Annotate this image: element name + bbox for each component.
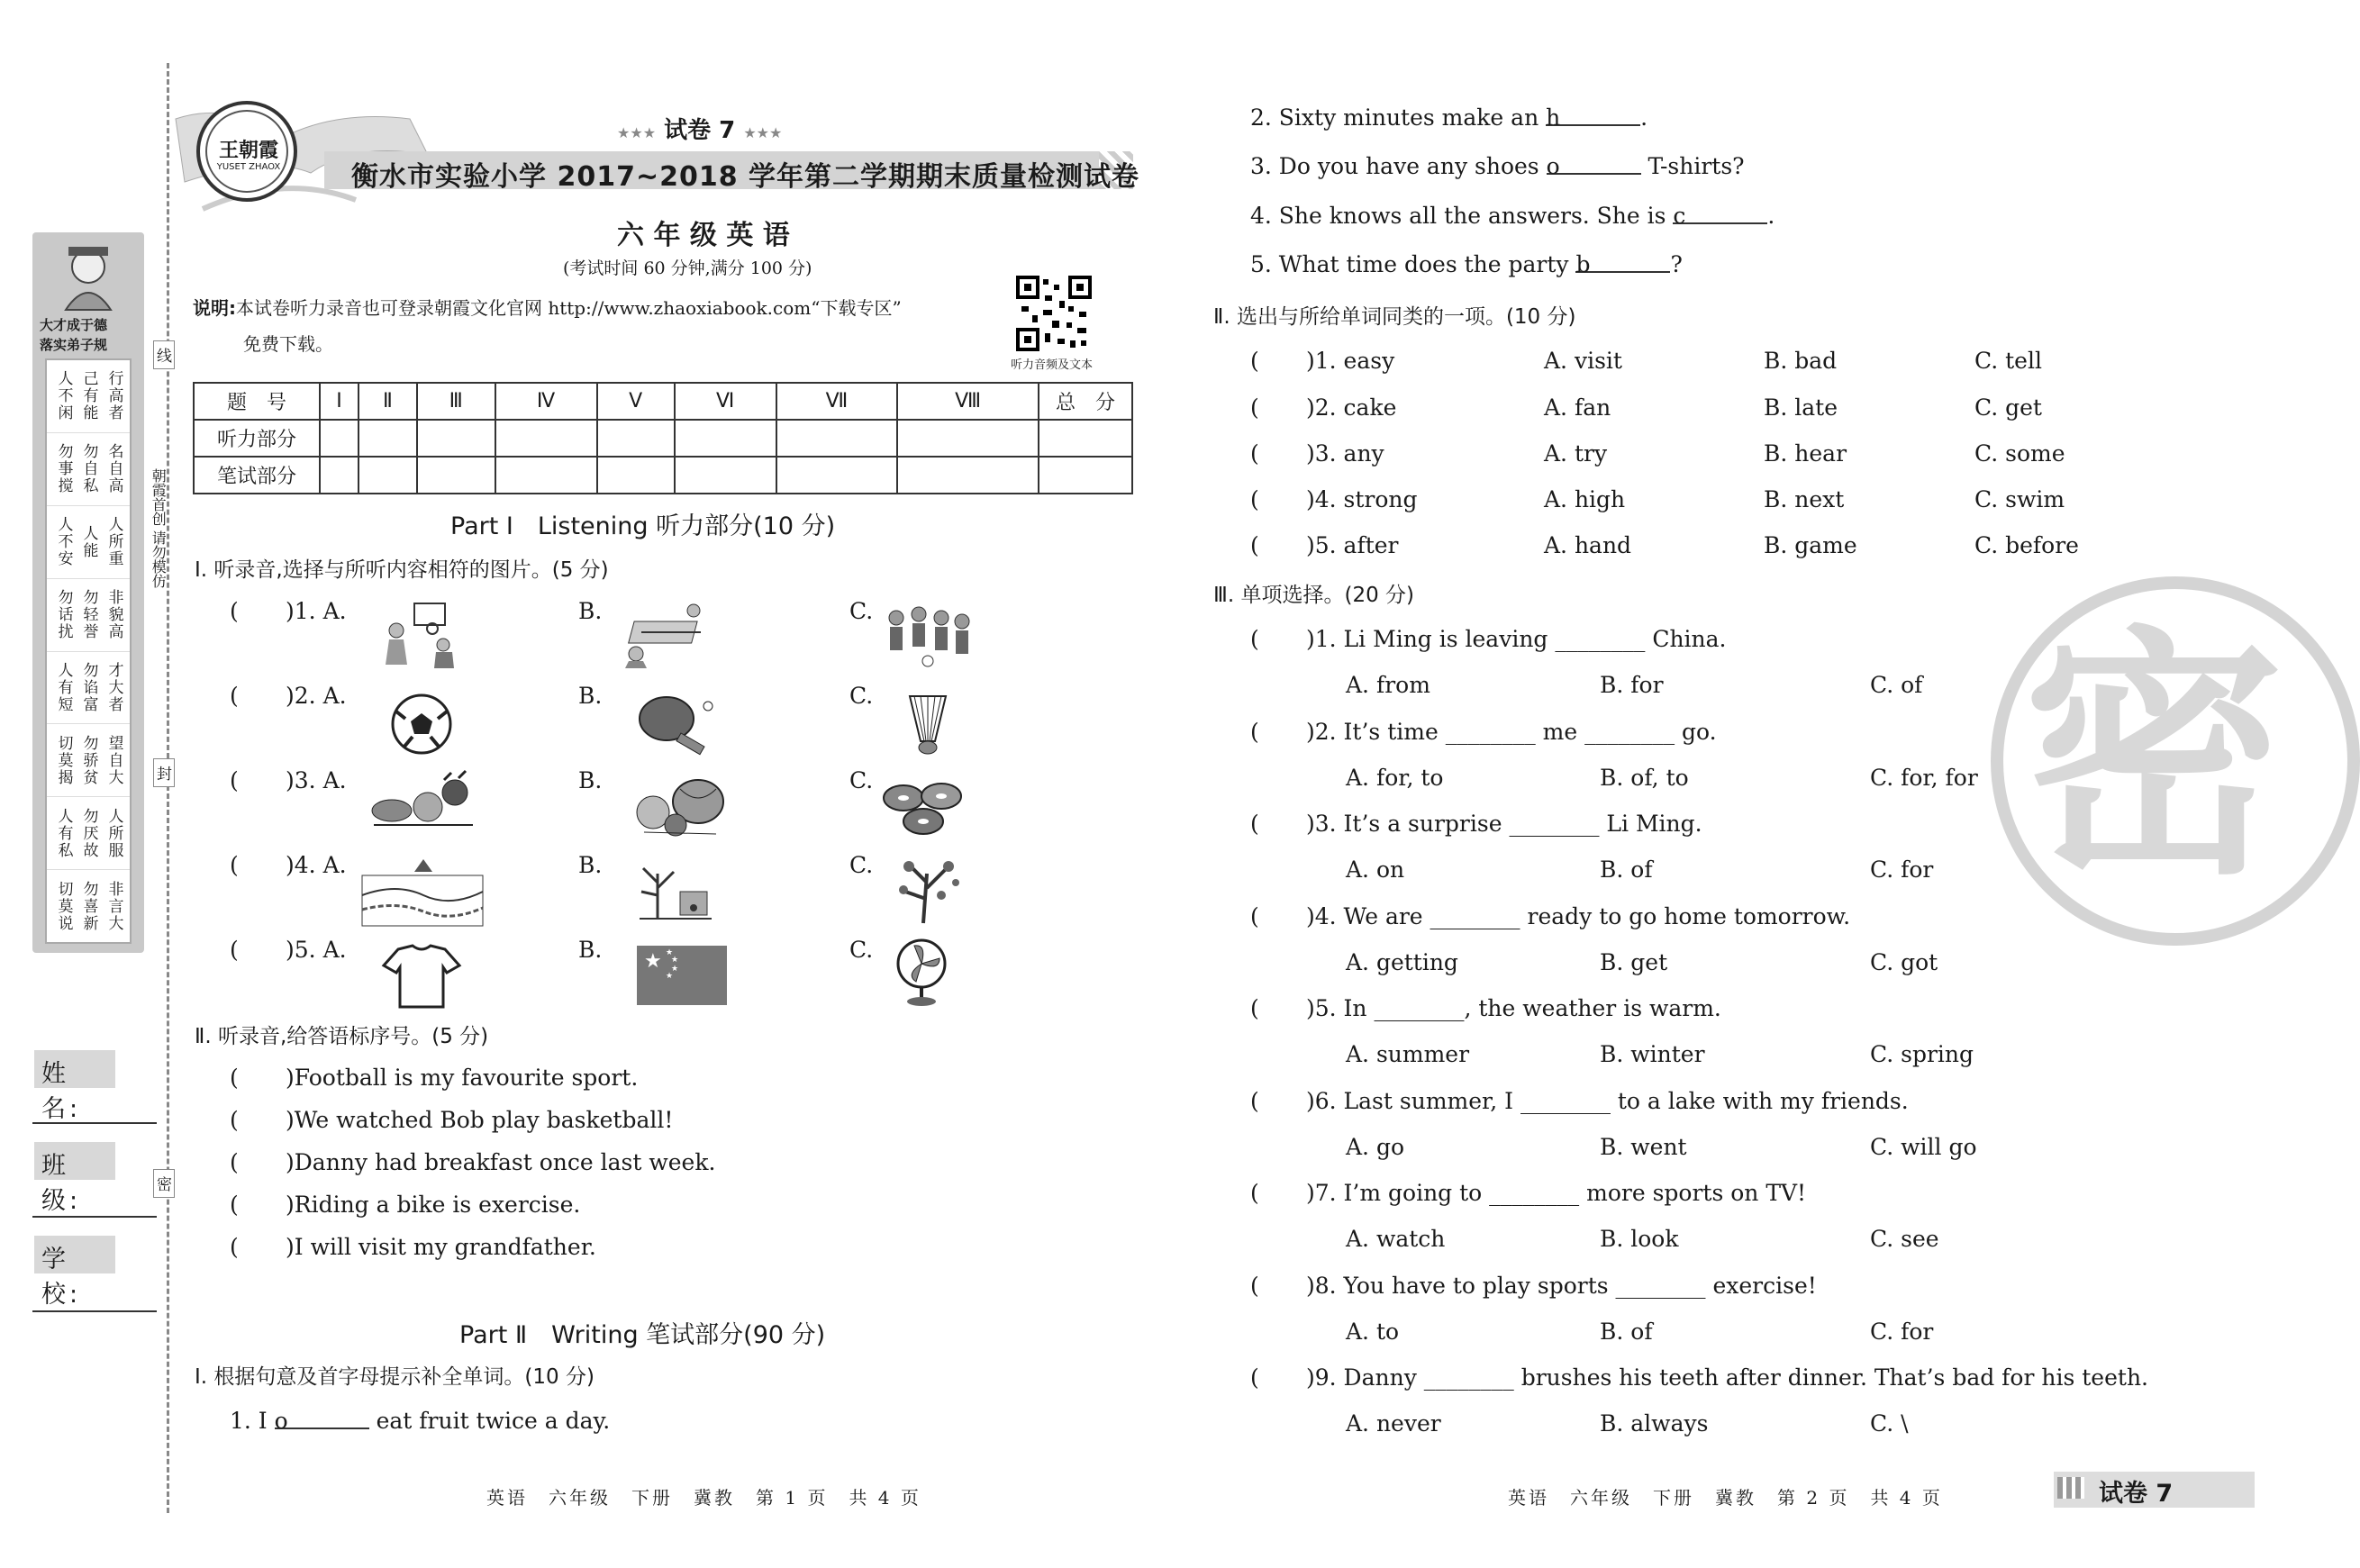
pic-option-b: B. bbox=[578, 937, 603, 963]
mc-question: ( )9. Danny ________ brushes his teeth after dinner. That’s bad for his teeth. bbox=[1250, 1364, 2148, 1391]
word-fill-item: 4. She knows all the answers. She is c . bbox=[1250, 203, 1775, 229]
word-blank[interactable]: c bbox=[1673, 203, 1767, 224]
option-b[interactable]: B. game bbox=[1764, 532, 1857, 558]
pic-question: ( )4. A. bbox=[230, 852, 347, 878]
option-c[interactable]: C. some bbox=[1974, 440, 2065, 467]
electric-fan-icon[interactable] bbox=[887, 937, 977, 1004]
score-header-cell: Ⅳ bbox=[495, 383, 597, 420]
category-item: ( )5. after bbox=[1250, 532, 1399, 558]
score-cell[interactable] bbox=[776, 420, 898, 457]
option-c[interactable]: C. for bbox=[1870, 857, 1934, 883]
ping-pong-paddle-icon[interactable] bbox=[631, 692, 721, 759]
logo-text: 王朝霞 bbox=[218, 140, 278, 162]
score-header-cell: Ⅴ bbox=[597, 383, 675, 420]
option-c[interactable]: C. got bbox=[1870, 949, 1938, 975]
stars-right: ★★★ bbox=[743, 124, 783, 141]
option-c[interactable]: C. for, for bbox=[1870, 765, 1978, 791]
qr-code-icon bbox=[1016, 276, 1092, 351]
option-b[interactable]: B. of, to bbox=[1600, 765, 1689, 791]
score-table bbox=[193, 382, 1133, 494]
option-a[interactable]: A. getting bbox=[1346, 949, 1458, 975]
motto-top-2: 落实弟子规 bbox=[40, 337, 108, 353]
option-c[interactable]: C. of bbox=[1870, 672, 1923, 698]
publisher-logo bbox=[196, 101, 297, 202]
svg-text:★: ★ bbox=[671, 965, 679, 974]
pic-question: ( )2. A. bbox=[230, 683, 347, 709]
pic-option-c: C. bbox=[849, 767, 874, 793]
response-item: ( )I will visit my grandfather. bbox=[230, 1234, 596, 1260]
mc-question: ( )4. We are ________ ready to go home tomorrow. bbox=[1250, 903, 1851, 929]
name-field[interactable] bbox=[32, 1122, 157, 1124]
word-blank[interactable]: o bbox=[275, 1408, 369, 1429]
footer-badge: 试卷 7 bbox=[2099, 1480, 2174, 1508]
category-item: ( )4. strong bbox=[1250, 486, 1418, 512]
motto-panel bbox=[32, 232, 144, 953]
binding-copyright: 朝霞首创 请勿模仿 bbox=[150, 468, 168, 589]
response-item: ( )Riding a bike is exercise. bbox=[230, 1192, 581, 1218]
motto-row: 勿话扰 勿轻誉 非貌高 bbox=[47, 579, 130, 652]
pic-question: ( )5. A. bbox=[230, 937, 347, 963]
binding-mark-seal: 封 bbox=[153, 758, 175, 787]
part2-s2-title: Ⅱ. 选出与所给单词同类的一项。(10 分) bbox=[1213, 305, 1576, 329]
option-a[interactable]: A. summer bbox=[1346, 1041, 1470, 1067]
pic-question: ( )3. A. bbox=[230, 767, 347, 793]
footer-badge-pattern bbox=[2057, 1477, 2084, 1499]
football-icon[interactable] bbox=[378, 692, 468, 759]
score-cell[interactable] bbox=[1039, 457, 1132, 494]
river-landscape-icon[interactable] bbox=[360, 856, 486, 928]
word-fill-item: 3. Do you have any shoes o T-shirts? bbox=[1250, 153, 1745, 179]
mc-question: ( )5. In ________, the weather is warm. bbox=[1250, 995, 1721, 1021]
score-header-cell: Ⅵ bbox=[675, 383, 776, 420]
pic-option-c: C. bbox=[849, 937, 874, 963]
china-flag-icon[interactable] bbox=[635, 942, 729, 1010]
score-header-cell: Ⅰ bbox=[320, 383, 359, 420]
pic-option-b: B. bbox=[578, 767, 603, 793]
score-cell[interactable] bbox=[675, 420, 776, 457]
vegetables-icon[interactable] bbox=[365, 771, 482, 838]
motto-rows bbox=[45, 358, 132, 944]
motto-top: 大才成于德 bbox=[40, 317, 108, 333]
response-item: ( )We watched Bob play basketball! bbox=[230, 1107, 674, 1133]
option-a[interactable]: A. on bbox=[1346, 857, 1405, 883]
fruits-icon[interactable] bbox=[626, 771, 730, 838]
mc-question: ( )6. Last summer, I ________ to a lake with my friends. bbox=[1250, 1088, 1909, 1114]
option-a[interactable]: A. go bbox=[1346, 1134, 1405, 1160]
option-a[interactable]: A. watch bbox=[1346, 1226, 1446, 1252]
word-blank[interactable]: o bbox=[1547, 153, 1641, 175]
option-c[interactable]: C. \ bbox=[1870, 1410, 1909, 1437]
part1-s2-title: Ⅱ. 听录音,给答语标序号。(5 分) bbox=[195, 1025, 489, 1048]
score-cell[interactable] bbox=[897, 420, 1039, 457]
score-row-label: 笔试部分 bbox=[194, 457, 320, 494]
children-playing-icon[interactable] bbox=[883, 602, 973, 669]
option-c[interactable]: C. swim bbox=[1974, 486, 2065, 512]
option-a[interactable]: A. fan bbox=[1544, 394, 1611, 421]
subject-title: 六 年 级 英 语 bbox=[617, 220, 790, 251]
binding-dashed-line bbox=[167, 63, 169, 1513]
mc-question: ( )2. It’s time ________ me ________ go. bbox=[1250, 719, 1717, 745]
option-b[interactable]: B. for bbox=[1600, 672, 1664, 698]
option-c[interactable]: C. before bbox=[1974, 532, 2079, 558]
pic-option-b: B. bbox=[578, 598, 603, 624]
stars-left: ★★★ bbox=[617, 124, 657, 141]
score-cell[interactable] bbox=[495, 420, 597, 457]
binding-mark-secret: 密 bbox=[153, 1169, 175, 1198]
svg-text:★: ★ bbox=[644, 950, 662, 973]
score-header-cell: 总 分 bbox=[1039, 383, 1132, 420]
score-cell[interactable] bbox=[597, 457, 675, 494]
option-c[interactable]: C. will go bbox=[1870, 1134, 1977, 1160]
score-header-cell: Ⅲ bbox=[417, 383, 495, 420]
school-field[interactable] bbox=[32, 1310, 157, 1312]
option-a[interactable]: A. from bbox=[1346, 672, 1430, 698]
option-b[interactable]: B. always bbox=[1600, 1410, 1709, 1437]
exam-info: (考试时间 60 分钟,满分 100 分) bbox=[563, 258, 812, 278]
word-blank[interactable]: h bbox=[1546, 104, 1640, 126]
word-fill-item: 5. What time does the party b ? bbox=[1250, 251, 1683, 277]
score-cell[interactable] bbox=[897, 457, 1039, 494]
option-c[interactable]: C. for bbox=[1870, 1319, 1934, 1345]
donuts-icon[interactable] bbox=[878, 771, 968, 838]
option-b[interactable]: B. went bbox=[1600, 1134, 1687, 1160]
option-b[interactable]: B. winter bbox=[1600, 1041, 1705, 1067]
shuttlecock-icon[interactable] bbox=[892, 692, 982, 759]
svg-text:★: ★ bbox=[666, 948, 674, 957]
option-c[interactable]: C. tell bbox=[1974, 348, 2042, 374]
class-field[interactable] bbox=[32, 1216, 157, 1218]
watermark-seal bbox=[1991, 576, 2284, 946]
part1-title: Part Ⅰ Listening 听力部分(10 分) bbox=[450, 512, 836, 540]
mc-question: ( )3. It’s a surprise ________ Li Ming. bbox=[1250, 811, 1702, 837]
option-c[interactable]: C. get bbox=[1974, 394, 2042, 421]
score-cell[interactable] bbox=[359, 420, 417, 457]
pic-option-b: B. bbox=[578, 683, 603, 709]
watermark-text: 密 bbox=[2023, 606, 2284, 910]
footer-right: 英语 六年级 下册 冀教 第 2 页 共 4 页 bbox=[1508, 1487, 1943, 1509]
basketball-players-icon[interactable] bbox=[378, 602, 468, 669]
mc-question: ( )1. Li Ming is leaving ________ China. bbox=[1250, 626, 1727, 652]
option-b[interactable]: B. next bbox=[1764, 486, 1845, 512]
score-header-cell: Ⅶ bbox=[776, 383, 898, 420]
part2-s3-title: Ⅲ. 单项选择。(20 分) bbox=[1213, 584, 1415, 607]
motto-row: 切莫说 勿喜新 非言大 bbox=[54, 880, 123, 932]
motto-row: 勿事搅 勿自私 名自高 bbox=[47, 433, 130, 506]
motto-row: 人不闲 己有能 行高者 bbox=[47, 360, 130, 433]
note-text-2: 免费下载。 bbox=[243, 333, 333, 355]
exam-title: 衡水市实验小学 2017~2018 学年第二学期期末质量检测试卷 bbox=[351, 161, 1140, 193]
response-item: ( )Football is my favourite sport. bbox=[230, 1065, 639, 1091]
option-a[interactable]: A. to bbox=[1346, 1319, 1400, 1345]
score-cell[interactable] bbox=[495, 457, 597, 494]
option-a[interactable]: A. high bbox=[1544, 486, 1626, 512]
t-shirt-icon[interactable] bbox=[378, 944, 468, 1011]
score-cell[interactable] bbox=[359, 457, 417, 494]
part2-title: Part Ⅱ Writing 笔试部分(90 分) bbox=[459, 1321, 826, 1349]
pic-option-b: B. bbox=[578, 852, 603, 878]
pic-option-c: C. bbox=[849, 852, 874, 878]
option-a[interactable]: A. never bbox=[1346, 1410, 1441, 1437]
option-b[interactable]: B. bad bbox=[1764, 348, 1838, 374]
part2-s1-title: Ⅰ. 根据句意及首字母提示补全单词。(10 分) bbox=[195, 1365, 595, 1389]
motto-row: 人不安 人能 人所重 bbox=[47, 506, 130, 579]
score-cell[interactable] bbox=[417, 457, 495, 494]
score-cell[interactable] bbox=[776, 457, 898, 494]
winter-scene-icon[interactable] bbox=[631, 856, 721, 923]
category-item: ( )3. any bbox=[1250, 440, 1384, 467]
option-a[interactable]: A. hand bbox=[1544, 532, 1632, 558]
option-c[interactable]: C. spring bbox=[1870, 1041, 1974, 1067]
score-cell[interactable] bbox=[320, 457, 359, 494]
logo-subtext: YUSET ZHAOX bbox=[216, 162, 281, 172]
word-fill-item: 2. Sixty minutes make an h . bbox=[1250, 104, 1648, 131]
category-item: ( )2. cake bbox=[1250, 394, 1397, 421]
pic-option-c: C. bbox=[849, 598, 874, 624]
option-a[interactable]: A. try bbox=[1544, 440, 1608, 467]
option-b[interactable]: B. of bbox=[1600, 857, 1653, 883]
class-label: 班 级: bbox=[34, 1142, 115, 1180]
mc-question: ( )7. I’m going to ________ more sports on TV! bbox=[1250, 1180, 1807, 1206]
score-cell[interactable] bbox=[675, 457, 776, 494]
svg-text:★: ★ bbox=[671, 956, 679, 965]
motto-row: 人有短 勿谄富 才大者 bbox=[47, 652, 130, 725]
option-b[interactable]: B. late bbox=[1764, 394, 1838, 421]
category-item: ( )1. easy bbox=[1250, 348, 1395, 374]
score-row-label: 听力部分 bbox=[194, 420, 320, 457]
score-cell[interactable] bbox=[417, 420, 495, 457]
option-c[interactable]: C. see bbox=[1870, 1226, 1939, 1252]
option-b[interactable]: B. look bbox=[1600, 1226, 1679, 1252]
mc-question: ( )8. You have to play sports ________ exercise! bbox=[1250, 1273, 1817, 1299]
note-label: 说明: bbox=[193, 297, 236, 319]
name-label: 姓 名: bbox=[34, 1050, 115, 1088]
motto-row: 切莫揭 勿骄贫 望自大 bbox=[47, 724, 130, 797]
score-cell[interactable] bbox=[597, 420, 675, 457]
note-text: 本试卷听力录音也可登录朝霞文化官网 http://www.zhaoxiabook.com“下载专区” bbox=[236, 297, 902, 319]
response-item: ( )Danny had breakfast once last week. bbox=[230, 1149, 716, 1175]
table-tennis-game-icon[interactable] bbox=[622, 602, 712, 669]
option-a[interactable]: A. visit bbox=[1544, 348, 1622, 374]
paper-badge: 试卷 7 bbox=[664, 117, 736, 144]
score-header-cell: Ⅷ bbox=[897, 383, 1039, 420]
option-b[interactable]: B. of bbox=[1600, 1319, 1653, 1345]
svg-text:★: ★ bbox=[666, 972, 674, 981]
score-header-cell: 题 号 bbox=[194, 383, 320, 420]
word-blank[interactable]: b bbox=[1575, 251, 1670, 273]
footer-left: 英语 六年级 下册 冀教 第 1 页 共 4 页 bbox=[486, 1487, 921, 1509]
paper-badge-row bbox=[617, 112, 782, 145]
score-cell[interactable] bbox=[320, 420, 359, 457]
score-cell[interactable] bbox=[1039, 420, 1132, 457]
qr-caption: 听力音频及文本 bbox=[1011, 358, 1094, 372]
autumn-tree-icon[interactable] bbox=[887, 856, 977, 923]
pic-option-c: C. bbox=[849, 683, 874, 709]
option-b[interactable]: B. get bbox=[1600, 949, 1668, 975]
word-fill-item: 1. I o eat fruit twice a day. bbox=[230, 1408, 611, 1434]
pic-question: ( )1. A. bbox=[230, 598, 347, 624]
option-b[interactable]: B. hear bbox=[1764, 440, 1847, 467]
part1-s1-title: Ⅰ. 听录音,选择与所听内容相符的图片。(5 分) bbox=[195, 558, 609, 582]
binding-mark-line: 线 bbox=[153, 340, 175, 369]
scholar-figure-icon bbox=[52, 240, 124, 312]
note-line bbox=[193, 294, 902, 320]
option-a[interactable]: A. for, to bbox=[1346, 765, 1444, 791]
score-header-cell: Ⅱ bbox=[359, 383, 417, 420]
motto-row: 人有私 勿厌故 人所服 bbox=[47, 797, 130, 870]
school-label: 学 校: bbox=[34, 1236, 115, 1273]
